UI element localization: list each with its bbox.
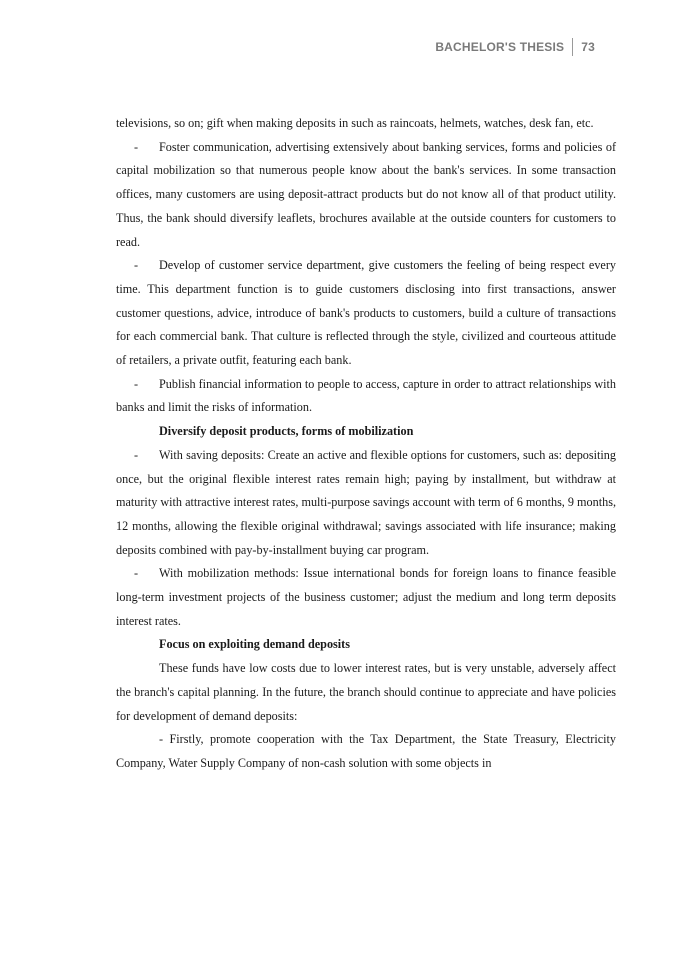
- thesis-title: BACHELOR'S THESIS: [435, 40, 565, 54]
- bullet-text: With saving deposits: Create an active and flexible options for customers, such as: depositing once, but the original flexible interest rates remain high; paying by installment, but withdraw at maturity with attractive interest rates, multi-purpose savings account with term of 6 months, 9 months, 12 months, allowing the flexible original withdrawal; savings associated with life insurance; making deposits combined with pay-by-installment buying car program.: [116, 447, 616, 557]
- heading-diversify-products: Diversify deposit products, forms of mobilization: [159, 424, 414, 439]
- bullet-text: Publish financial information to people to access, capture in order to attract relationships with banks and limit the risks of information.: [116, 376, 616, 415]
- bullet-dash: -: [134, 447, 139, 462]
- paragraph-firstly: - Firstly, promote cooperation with the Tax Department, the State Treasury, Electricity Company, Water Supply Company of non-cash solution with some objects in: [116, 732, 616, 770]
- header-divider: [572, 38, 573, 56]
- bullet-mobilization-methods: [116, 562, 616, 633]
- bullet-financial-info: [116, 373, 616, 420]
- bullet-dash: -: [134, 376, 139, 391]
- paragraph-continuation: televisions, so on; gift when making deposits in such as raincoats, helmets, watches, desk fan, etc.: [116, 116, 594, 130]
- bullet-customer-service: [116, 254, 616, 373]
- page-number: 73: [581, 40, 595, 54]
- bullet-dash: -: [134, 258, 139, 273]
- bullet-dash: -: [134, 566, 139, 581]
- bullet-communication: [116, 136, 616, 255]
- heading-demand-deposits: Focus on exploiting demand deposits: [159, 637, 350, 652]
- body-text: [116, 112, 616, 776]
- bullet-saving-deposits: [116, 444, 616, 563]
- paragraph-demand-funds: These funds have low costs due to lower interest rates, but is very unstable, adversely affect the branch's capital planning. In the future, the branch should continue to appreciate and have policies for development of demand deposits:: [116, 661, 616, 723]
- bullet-text: Develop of customer service department, give customers the feeling of being respect every time. This department function is to guide customers disclosing into first transactions, answer customer questions, advice, introduce of bank's products to customers, build a culture of transactions for each commercial bank. That culture is reflected through the style, civilized and courteous attitude of retailers, a private outfit, featuring each bank.: [116, 258, 616, 368]
- bullet-text: Foster communication, advertising extensively about banking services, forms and policies of capital mobilization so that numerous people know about the bank's services. In some transaction offices, many customers are using deposit-attract products but do not know all of that product utility. Thus, the bank should diversify leaflets, brochures available at the outside counters for customers to read.: [116, 139, 616, 249]
- page-header: [435, 38, 595, 56]
- bullet-dash: -: [134, 139, 139, 154]
- bullet-text: With mobilization methods: Issue international bonds for foreign loans to finance feasible long-term investment projects of the business customer; adjust the medium and long term deposits interest rates.: [116, 566, 616, 628]
